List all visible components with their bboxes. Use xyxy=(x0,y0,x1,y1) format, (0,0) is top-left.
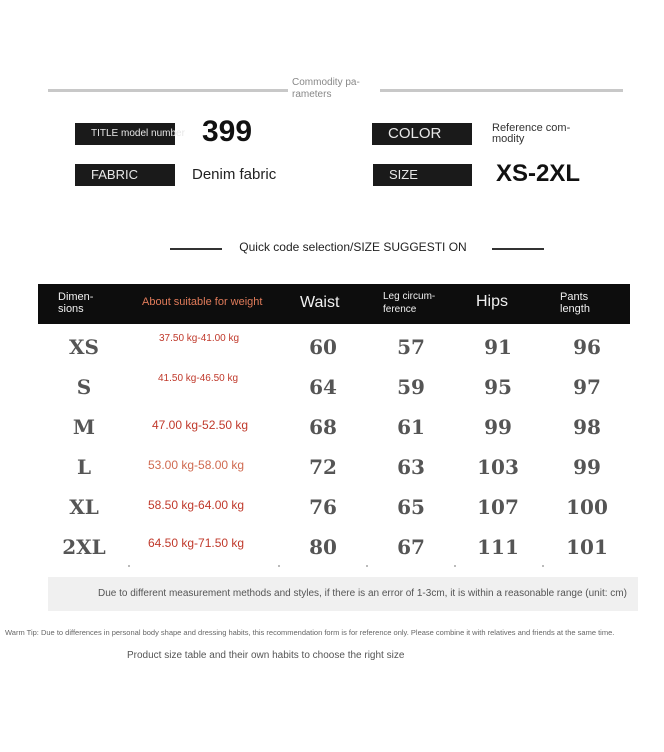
size-value: XS-2XL xyxy=(496,160,581,187)
header-length: Pants length xyxy=(560,291,590,315)
waist-cell: 64 xyxy=(309,375,337,399)
leg-cell: 57 xyxy=(397,335,425,359)
title-value: 399 xyxy=(202,115,253,148)
size-table-header xyxy=(38,284,630,324)
leg-cell: 59 xyxy=(397,375,425,399)
table-row xyxy=(38,325,630,365)
waist-cell: 72 xyxy=(309,455,337,479)
length-cell: 101 xyxy=(566,535,608,559)
header-hips: Hips xyxy=(476,293,509,310)
fabric-value: Denim fabric xyxy=(192,166,277,183)
separator-dot xyxy=(454,565,456,567)
waist-cell: 68 xyxy=(309,415,337,439)
separator-dot xyxy=(278,565,280,567)
title-label-tag xyxy=(75,123,185,145)
section-divider-left xyxy=(48,89,288,92)
separator-dot xyxy=(128,565,130,567)
weight-cell: 37.50 kg-41.00 kg xyxy=(159,333,240,344)
table-row xyxy=(38,365,630,405)
size-cell: 2XL xyxy=(62,535,106,559)
size-cell: S xyxy=(76,375,92,399)
length-cell: 100 xyxy=(566,495,608,519)
length-cell: 98 xyxy=(573,415,601,439)
color-label-tag xyxy=(372,123,472,145)
table-row xyxy=(38,405,630,445)
title-label: TITLE model number xyxy=(91,128,185,139)
weight-cell: 58.50 kg-64.00 kg xyxy=(148,498,245,512)
waist-cell: 80 xyxy=(309,535,337,559)
length-cell: 97 xyxy=(573,375,601,399)
hips-cell: 99 xyxy=(484,415,512,439)
header-dimensions: Dimen- sions xyxy=(58,291,94,315)
size-cell: XS xyxy=(69,335,99,359)
leg-cell: 61 xyxy=(397,415,425,439)
separator-dot xyxy=(366,565,368,567)
leg-cell: 65 xyxy=(397,495,425,519)
header-leg: Leg circum- ference xyxy=(383,291,436,315)
hips-cell: 107 xyxy=(477,495,519,519)
warm-tip-continued: Product size table and their own habits to choose the right size xyxy=(127,650,405,661)
weight-cell: 41.50 kg-46.50 kg xyxy=(158,373,239,384)
size-section-title: Quick code selection/SIZE SUGGESTI ON xyxy=(239,240,467,254)
size-cell: M xyxy=(72,415,96,439)
waist-cell: 60 xyxy=(309,335,337,359)
header-weight: About suitable for weight xyxy=(142,296,263,308)
fabric-label: FABRIC xyxy=(91,167,138,182)
weight-cell: 64.50 kg-71.50 kg xyxy=(148,536,245,550)
table-row xyxy=(38,485,630,525)
table-row xyxy=(38,445,630,485)
section-title-params: Commodity pa- rameters xyxy=(292,77,360,100)
fabric-label-tag xyxy=(75,164,175,186)
size-label: SIZE xyxy=(389,167,418,182)
weight-cell: 47.00 kg-52.50 kg xyxy=(152,418,249,432)
leg-cell: 67 xyxy=(397,535,425,559)
separator-dot xyxy=(542,565,544,567)
color-value: Reference com- modity xyxy=(492,122,571,145)
section-divider-right xyxy=(380,89,623,92)
hips-cell: 103 xyxy=(477,455,519,479)
length-cell: 99 xyxy=(573,455,601,479)
size-cell: XL xyxy=(69,495,99,519)
hips-cell: 111 xyxy=(477,535,519,559)
table-row xyxy=(38,525,630,565)
weight-cell: 53.00 kg-58.00 kg xyxy=(148,458,245,472)
length-cell: 96 xyxy=(573,335,601,359)
warm-tip: Warm Tip: Due to differences in personal body shape and dressing habits, this recommendation form is for reference only. Please combine it with relatives and friends at the same time. xyxy=(5,628,615,637)
size-cell: L xyxy=(76,455,92,479)
header-waist: Waist xyxy=(300,294,340,311)
hips-cell: 95 xyxy=(484,375,512,399)
color-label: COLOR xyxy=(388,125,442,142)
hips-cell: 91 xyxy=(484,335,512,359)
leg-cell: 63 xyxy=(397,455,425,479)
waist-cell: 76 xyxy=(309,495,337,519)
measurement-note: Due to different measurement methods and styles, if there is an error of 1-3cm, it is within a reasonable range (unit: cm) xyxy=(98,588,627,599)
size-label-tag xyxy=(373,164,472,186)
